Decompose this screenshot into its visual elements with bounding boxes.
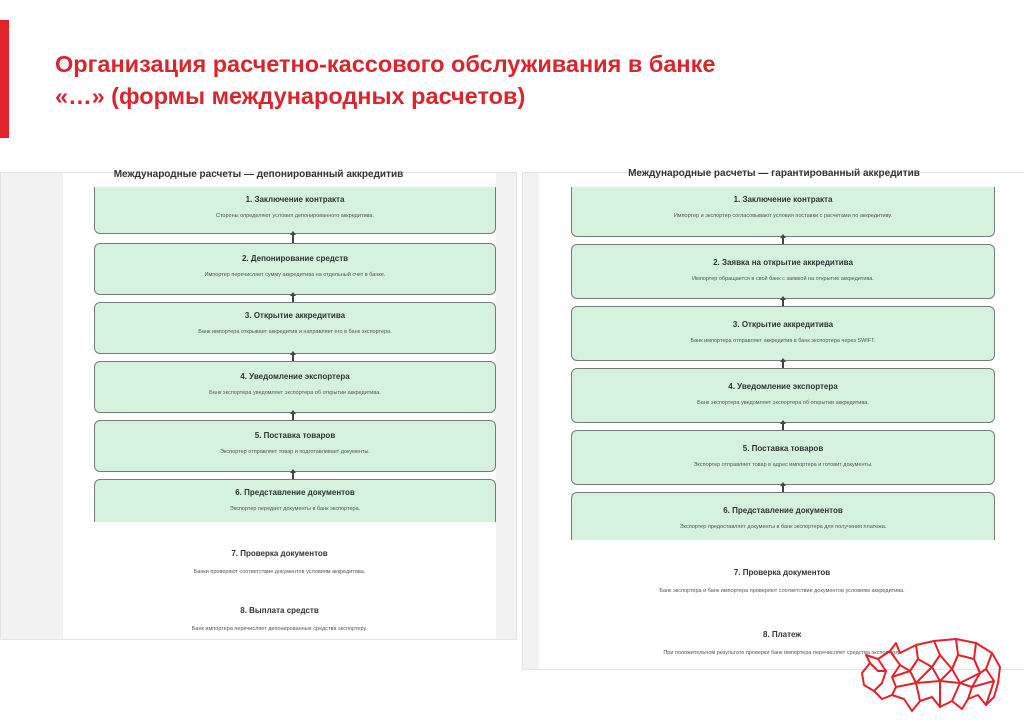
flow-step-3 [94,302,496,354]
chart-heading: Международные расчеты — депонированный аккредитив [113,169,404,180]
flow-step-description: Экспортер предоставляет документы в банк экспортера для получения платежа. [679,524,887,530]
flow-step-description: Экспортер отправляет товар в адрес импортера и готовит документы. [693,462,873,468]
panel-margin-left [523,173,539,669]
flow-step-title: 2. Депонирование средств [241,254,349,263]
panel-margin-left [1,173,63,639]
flow-step-title: 1. Заключение контракта [245,195,345,204]
flow-step-title: 3. Открытие аккредитива [244,311,346,320]
chart-heading: Международные расчеты — гарантированный аккредитив [628,168,920,179]
slide-title-line-2: «…» (формы международных расчетов) [55,83,526,109]
flow-step-title: 5. Поставка товаров [742,444,824,453]
flow-step-title: 5. Поставка товаров [254,431,336,440]
slide-title [55,48,995,112]
flow-step-description: Экспортер передает документы в банк экспортера. [229,506,361,512]
flow-step-5 [94,420,496,472]
flow-step-description: Банк экспортера и банк импортера проверяют соответствие документов условиям аккредитива. [659,588,905,594]
flow-step-description: Банк импортера перечисляет депонированные средства экспортеру. [191,626,368,632]
flow-step-title: 7. Проверка документов [733,568,831,577]
flow-step-description: Импортер обращается в свой банк с заявкой на открытие аккредитива. [692,276,874,282]
arrow-up-icon [782,237,784,244]
flow-step-4 [571,368,995,423]
flow-step-title: 4. Уведомление экспортера [240,372,350,381]
arrow-up-icon [292,295,294,302]
flow-step-description: Банк экспортера уведомляет экспортера об открытии аккредитива. [697,400,869,406]
arrow-up-icon [292,234,294,243]
flow-step-description: Банк импортера открывает аккредитив и направляет его в банк экспортера. [198,329,392,335]
flow-step-3 [571,306,995,361]
panel-margin-right [496,173,516,639]
flow-step-4 [94,361,496,413]
arrow-up-icon [782,423,784,430]
flow-step-title: 4. Уведомление экспортера [728,382,838,391]
flow-step-description: Импортер перечисляет сумму аккредитива на отдельный счет в банке. [204,272,386,278]
flow-step-title: 8. Выплата средств [240,606,319,615]
flow-step-title: 1. Заключение контракта [733,195,833,204]
arrow-up-icon [292,354,294,361]
flow-step-title: 6. Представление документов [235,488,355,497]
flow-step-title: 3. Открытие аккредитива [732,320,834,329]
flow-step-description: Экспортер отправляет товар и подготавливает документы. [219,449,371,455]
flow-step-description: Банк экспортера уведомляет экспортера об открытии аккредитива. [209,390,381,396]
flow-step-7 [539,568,1024,595]
flow-step-1 [571,187,995,237]
flow-step-title: 2. Заявка на открытие аккредитива [713,258,853,267]
arrow-up-icon [782,299,784,306]
flow-step-title: 7. Проверка документов [231,549,328,558]
flow-step-5 [571,430,995,485]
flow-step-description: Банк импортера отправляет аккредитив в банк экспортера через SWIFT. [690,338,876,344]
flow-step-6 [94,479,496,522]
flow-step-description: При положительном результате проверки банк импортера перечисляет средства экспортеру. [663,650,901,656]
flow-step-description: Стороны определяют условия депонированного аккредитива. [216,213,374,219]
flow-step-description: Банки проверяют соответствие документов условиям аккредитива. [193,569,366,575]
flow-step-title: 8. Платеж [762,630,802,639]
flow-step-7 [63,549,496,576]
accent-bar [0,20,9,138]
arrow-up-icon [782,485,784,492]
flow-step-6 [571,492,995,540]
flow-step-1 [94,187,496,234]
arrow-up-icon [292,413,294,420]
flow-step-2 [571,244,995,299]
flow-step-8 [63,606,496,633]
flow-step-title: 6. Представление документов [723,506,843,515]
deposited-letter-of-credit-chart [0,169,517,640]
flow-step-description: Импортер и экспортер согласовывают условия поставки с расчетами по аккредитиву. [673,213,893,219]
guaranteed-letter-of-credit-chart [522,168,1024,670]
arrow-up-icon [782,361,784,368]
arrow-up-icon [292,472,294,479]
rhino-logo-icon [856,625,1006,715]
slide-title-line-1: Организация расчетно-кассового обслуживания в банке [55,51,716,77]
flow-step-2 [94,243,496,295]
